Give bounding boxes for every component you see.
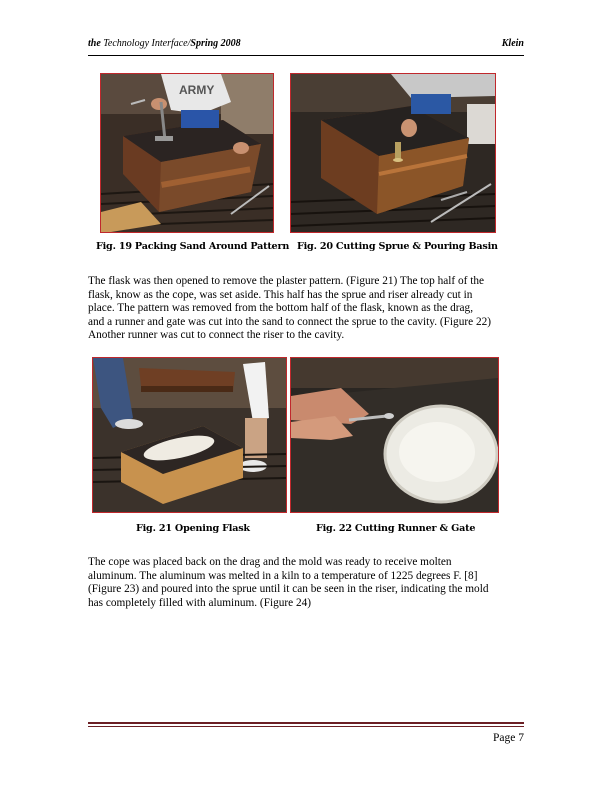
paragraph-line: The flask was then opened to remove the plaster pattern. (Figure 21) The top half of the	[88, 275, 484, 287]
paragraph-1	[88, 275, 524, 343]
figure-20-photo	[290, 73, 496, 233]
footer-rule-thick	[88, 722, 524, 724]
page-number: Page 7	[493, 732, 524, 744]
figure-19-photo	[100, 73, 274, 233]
header-rule	[88, 55, 524, 56]
figure-20-caption: Fig. 20 Cutting Sprue & Pouring Basin	[297, 241, 498, 252]
figure-19-caption: Fig. 19 Packing Sand Around Pattern	[96, 241, 290, 252]
figure-21-photo	[92, 357, 287, 513]
journal-issue: Spring 2008	[190, 38, 241, 49]
paragraph-line: aluminum. The aluminum was melted in a kiln to a temperature of 1225 degrees F. [8]	[88, 569, 478, 582]
paragraph-line: and a runner and gate was cut into the sand to connect the sprue to the cavity. (Figure 22)	[88, 315, 492, 328]
paragraph-2	[88, 556, 524, 610]
figure-21-caption: Fig. 21 Opening Flask	[136, 523, 250, 534]
journal-title-the: the	[88, 38, 101, 49]
shirt-lettering: ARMY	[179, 83, 215, 97]
paragraph-line: Another runner was cut to connect the riser to the cavity.	[88, 329, 345, 342]
journal-title	[88, 38, 241, 49]
running-header	[88, 38, 524, 54]
figure-22-photo	[290, 357, 499, 513]
paragraph-line: (Figure 23) and poured into the sprue until it can be seen in the riser, indicating the mold	[88, 583, 489, 596]
paragraph-line: has completely filled with aluminum. (Figure 24)	[88, 596, 312, 609]
figure-22-caption: Fig. 22 Cutting Runner & Gate	[316, 523, 476, 534]
paragraph-line: The cope was placed back on the drag and the mold was ready to receive molten	[88, 556, 452, 568]
footer-rule-thin	[88, 726, 524, 727]
paragraph-line: flask, know as the cope, was set aside. This half has the sprue and riser already cut in	[88, 288, 473, 301]
author-name: Klein	[501, 38, 524, 49]
journal-title-name: Technology Interface/	[100, 38, 191, 49]
paragraph-line: place. The pattern was removed from the bottom half of the flask, known as the drag,	[88, 302, 474, 315]
